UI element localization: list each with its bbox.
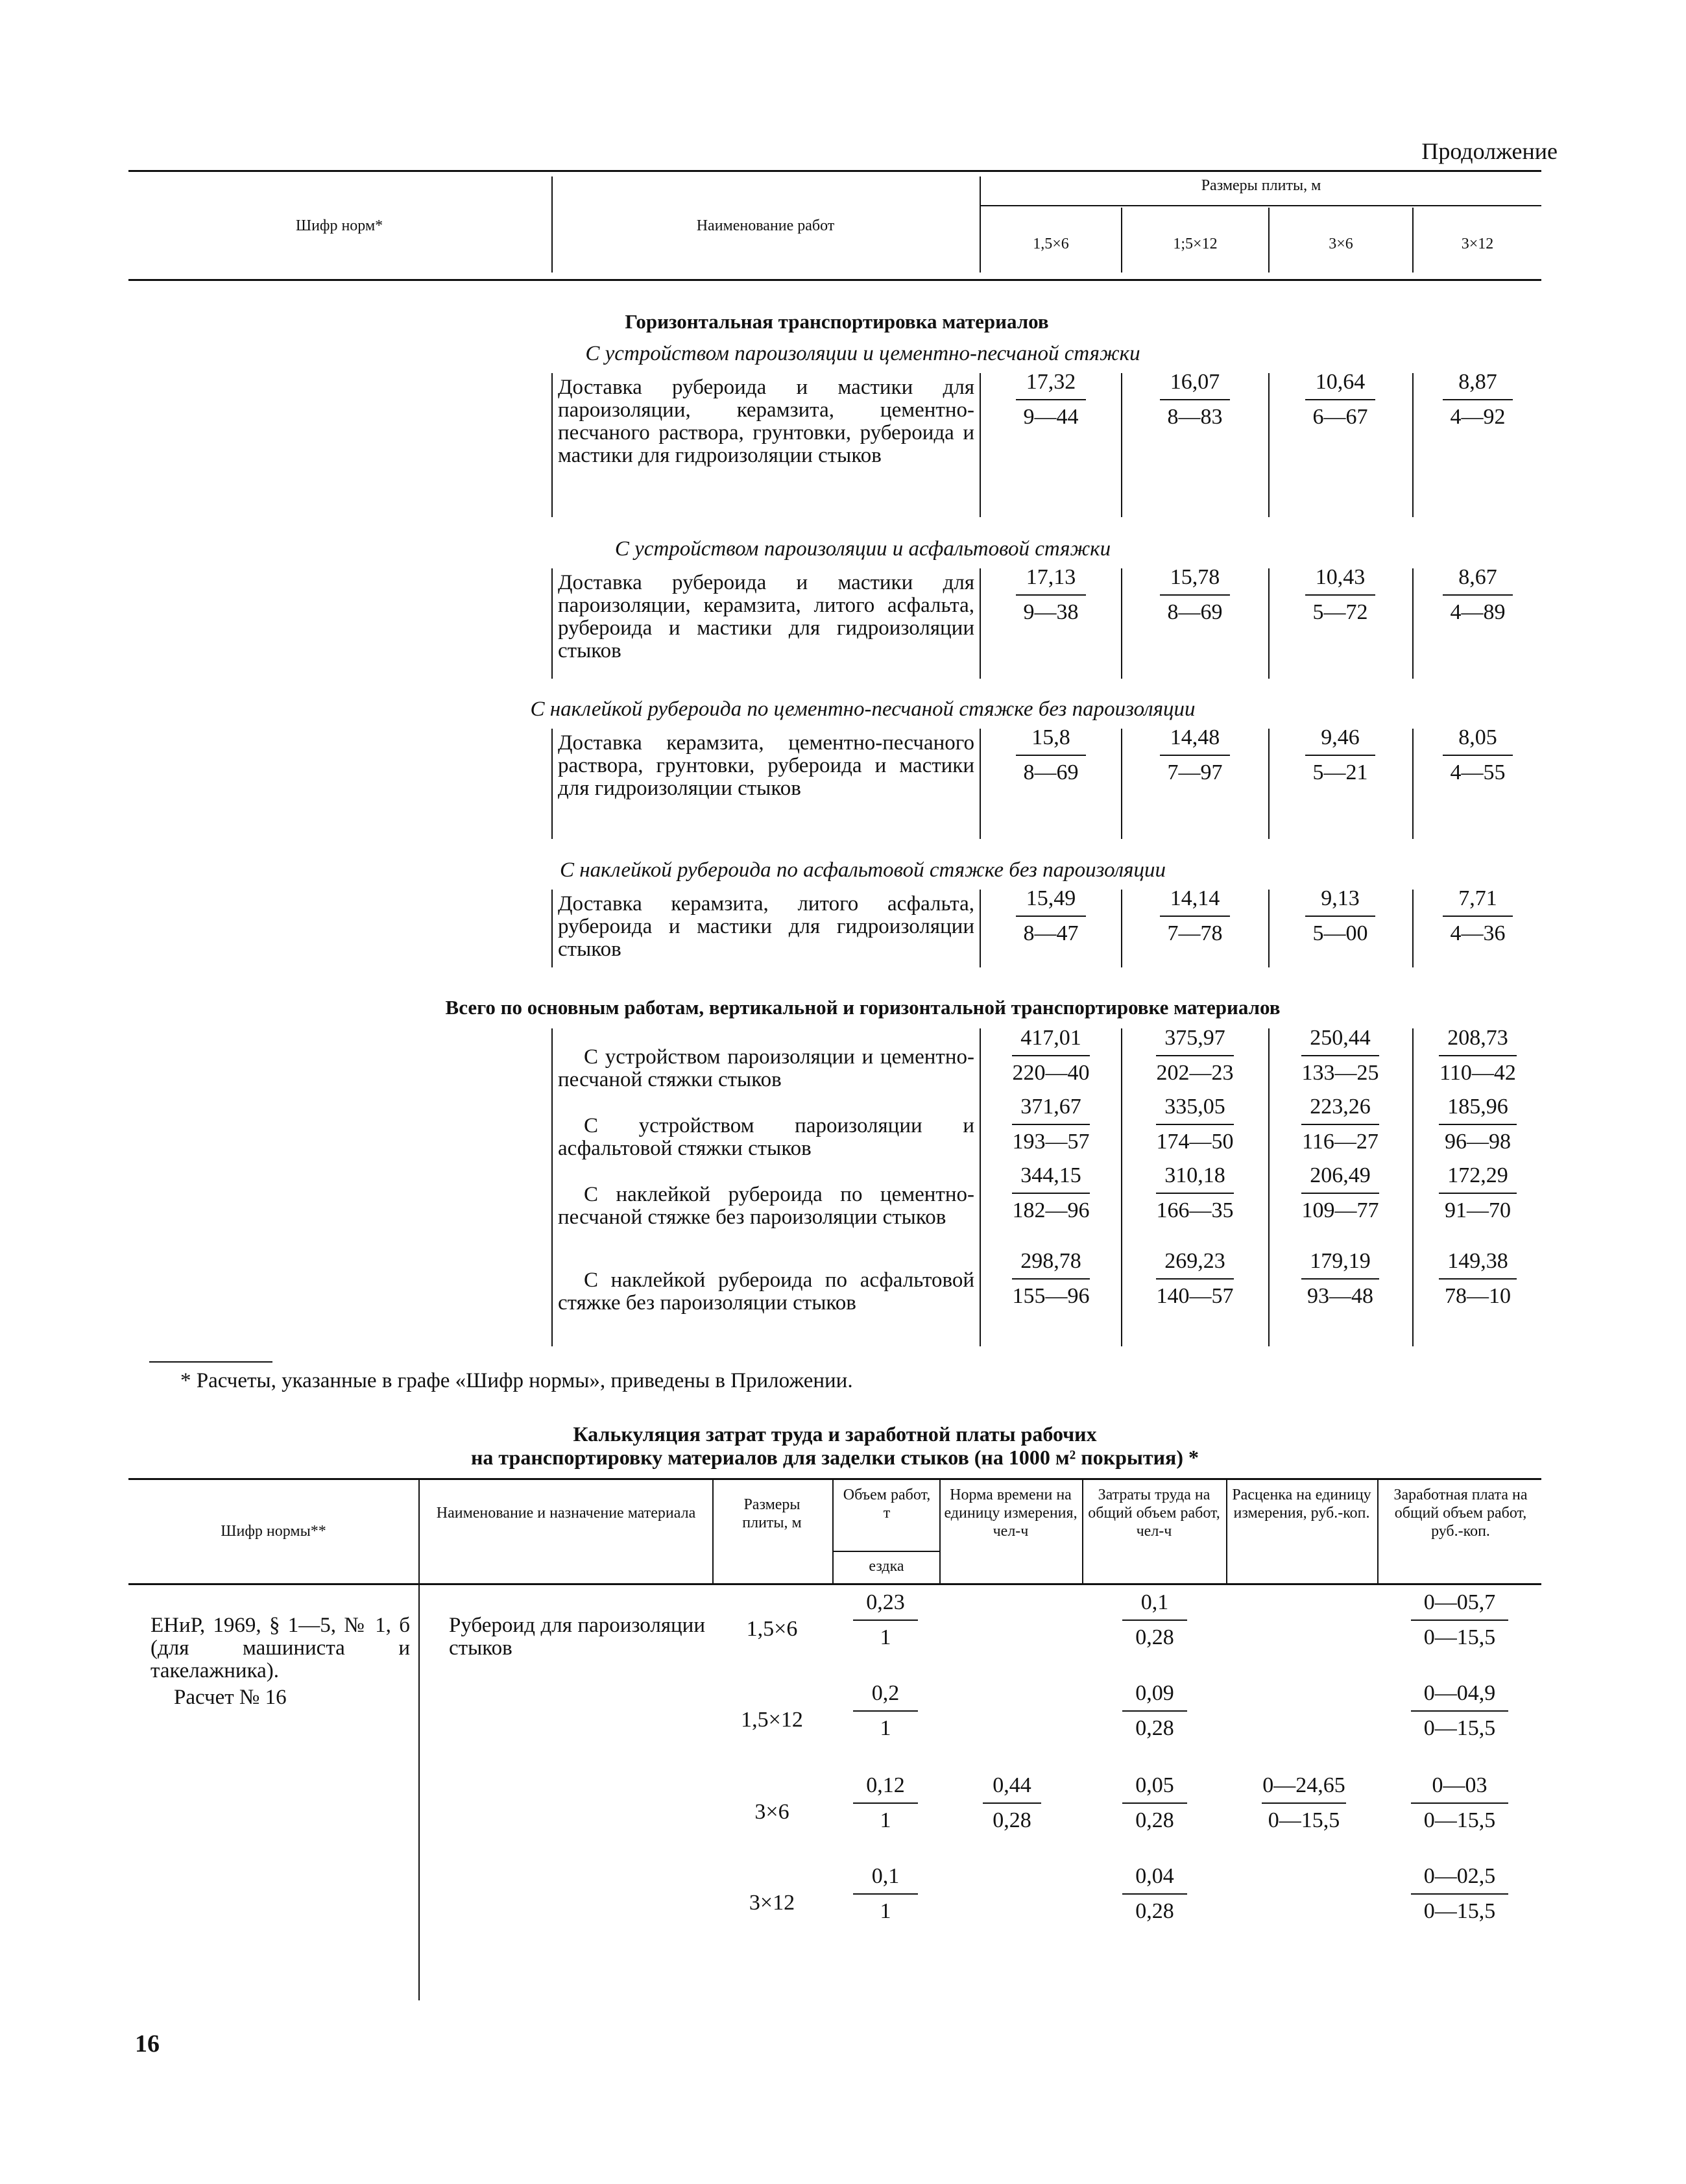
row-wage <box>1401 1680 1518 1741</box>
row-wage-numerator: 0—05,7 <box>1423 1590 1496 1614</box>
total-value-numerator: 179,19 <box>1310 1249 1371 1273</box>
group-value-denominator: 4—92 <box>1450 405 1506 429</box>
t2-header-size: Размеры плиты, м <box>742 1496 802 1531</box>
group-value <box>993 564 1109 625</box>
fraction-bar <box>1122 1893 1187 1895</box>
group-value-numerator: 10,64 <box>1315 370 1366 394</box>
fraction-bar <box>1160 594 1230 596</box>
row-labor-numerator: 0,09 <box>1135 1681 1174 1705</box>
group-value-denominator: 5—72 <box>1312 600 1368 624</box>
total-value-numerator: 375,97 <box>1164 1026 1225 1050</box>
group-value <box>993 886 1109 947</box>
row-volume-numerator: 0,1 <box>871 1864 900 1888</box>
group-value-denominator: 9—38 <box>1023 600 1079 624</box>
group-value-denominator: 8—47 <box>1023 921 1079 945</box>
fraction-bar <box>1411 1710 1508 1712</box>
fraction-bar <box>1439 1055 1517 1056</box>
group-value-numerator: 15,49 <box>1026 886 1076 910</box>
row-volume-numerator: 0,12 <box>866 1773 905 1797</box>
total-value-numerator: 417,01 <box>1020 1026 1081 1050</box>
total-value <box>1279 1248 1402 1309</box>
fraction-bar <box>1443 399 1513 400</box>
total-value <box>1133 1025 1257 1086</box>
row-wage-numerator: 0—03 <box>1432 1773 1487 1797</box>
t2-material: Рубероид для пароизоляции стыков <box>449 1614 705 1660</box>
total-value-numerator: 206,49 <box>1310 1163 1371 1187</box>
group-value-denominator: 6—67 <box>1312 405 1368 429</box>
total-value-numerator: 250,44 <box>1310 1026 1371 1050</box>
fraction-bar <box>1301 1278 1379 1280</box>
footnote: * Расчеты, указанные в графе «Шифр нормы», приведены в Приложении. <box>180 1369 853 1392</box>
group-value-numerator: 15,78 <box>1170 565 1220 589</box>
fraction-bar <box>983 1802 1041 1804</box>
total-value-numerator: 371,67 <box>1020 1095 1081 1119</box>
group-value-numerator: 10,43 <box>1315 565 1366 589</box>
fraction-bar <box>1443 755 1513 756</box>
total-value-denominator: 174—50 <box>1156 1130 1234 1154</box>
total-value <box>1279 1094 1402 1155</box>
fraction-bar <box>1411 1802 1508 1804</box>
t2-norm <box>967 1773 1057 1834</box>
table2-divider <box>712 1479 714 1583</box>
fraction-bar <box>1016 594 1086 596</box>
total-value-denominator: 193—57 <box>1012 1130 1090 1154</box>
total-value-denominator: 116—27 <box>1302 1130 1379 1154</box>
group-value-denominator: 5—21 <box>1312 760 1368 784</box>
group-value-numerator: 17,32 <box>1026 370 1076 394</box>
group-divider <box>980 373 981 517</box>
total-value <box>1416 1248 1539 1309</box>
total-value-denominator: 140—57 <box>1156 1284 1234 1308</box>
group-divider <box>1121 373 1122 517</box>
table2-top-rule <box>128 1478 1541 1480</box>
group-value-denominator: 5—00 <box>1312 921 1368 945</box>
fraction-bar <box>1262 1802 1346 1804</box>
fraction-bar <box>1122 1710 1187 1712</box>
total-value-numerator: 344,15 <box>1020 1163 1081 1187</box>
fraction-bar <box>1012 1193 1090 1194</box>
group-divider <box>980 890 981 967</box>
t2-header-labor: Затраты труда на общий объем работ, чел-ч <box>1088 1486 1220 1540</box>
group-value-numerator: 17,13 <box>1026 565 1076 589</box>
group-value <box>993 725 1109 786</box>
total-value-numerator: 269,23 <box>1164 1249 1225 1273</box>
page-number: 16 <box>135 2030 160 2057</box>
group-description: Доставка рубероида и мастики для пароизоляции, керамзита, цементно-песчаного раствора, грунтовки, рубероида и мастики для гидроизоляции стыков <box>558 376 974 467</box>
fraction-bar <box>1016 755 1086 756</box>
total-value <box>1133 1248 1257 1309</box>
header-size-4: 3×12 <box>1461 236 1494 252</box>
table2-title-line1: Калькуляция затрат труда и заработной платы рабочих <box>573 1422 1097 1446</box>
group-divider <box>1121 729 1122 839</box>
total-value-numerator: 149,38 <box>1447 1249 1508 1273</box>
total-value-denominator: 166—35 <box>1156 1198 1234 1222</box>
group-value-denominator: 4—36 <box>1450 921 1506 945</box>
t2-header-norm: Норма времени на единицу измерения, чел-ч <box>944 1486 1078 1540</box>
group-value-numerator: 16,07 <box>1170 370 1220 394</box>
total-value <box>1416 1163 1539 1224</box>
total-value <box>1416 1025 1539 1086</box>
totals-bracket <box>551 1028 553 1346</box>
t2-calc-ref: Расчет № 16 <box>174 1686 287 1709</box>
group-value-numerator: 7,71 <box>1458 886 1497 910</box>
table2-title-line2: на транспортировку материалов для заделки стыков (на 1000 м² покрытия) * <box>470 1446 1199 1469</box>
total-label: С наклейкой рубероида по цементно-песчаной стяжке без пароизоляции стыков <box>558 1183 974 1229</box>
group-value <box>1282 564 1399 625</box>
row-labor-denominator: 0,28 <box>1135 1716 1174 1740</box>
fraction-bar <box>1305 399 1375 400</box>
row-volume <box>843 1680 928 1741</box>
row-labor-denominator: 0,28 <box>1135 1808 1174 1832</box>
continuation-label: Продолжение <box>1421 138 1558 164</box>
t2-header-name: Наименование и назначение материала <box>436 1505 696 1522</box>
row-wage <box>1401 1773 1518 1834</box>
group-title: С наклейкой рубероида по асфальтовой стяжке без пароизоляции <box>559 858 1166 882</box>
header-sizes-caption: Размеры плиты, м <box>1201 177 1321 194</box>
group-value-numerator: 9,13 <box>1321 886 1360 910</box>
group-value-denominator: 8—83 <box>1167 405 1223 429</box>
total-value-denominator: 220—40 <box>1012 1061 1090 1085</box>
row-volume-denominator: 1 <box>880 1808 891 1832</box>
fraction-bar <box>853 1710 918 1712</box>
total-value-denominator: 96—98 <box>1445 1130 1511 1154</box>
group-title: С устройством пароизоляции и асфальтовой стяжки <box>614 537 1111 561</box>
total-value <box>989 1163 1113 1224</box>
fraction-bar <box>1411 1620 1508 1621</box>
row-wage-numerator: 0—02,5 <box>1423 1864 1496 1888</box>
t2-norm-base: 0,28 <box>993 1808 1031 1832</box>
table2-volume-rule <box>834 1551 939 1552</box>
total-value-denominator: 91—70 <box>1445 1198 1511 1222</box>
row-volume <box>843 1773 928 1834</box>
group-divider <box>980 729 981 839</box>
row-labor-numerator: 0,1 <box>1140 1590 1169 1614</box>
group-value <box>1282 369 1399 430</box>
group-value-denominator: 4—89 <box>1450 600 1506 624</box>
t2-rate-base: 0—15,5 <box>1268 1808 1340 1832</box>
fraction-bar <box>1160 755 1230 756</box>
total-value <box>1133 1163 1257 1224</box>
total-value-numerator: 172,29 <box>1447 1163 1508 1187</box>
group-value <box>1419 369 1536 430</box>
row-labor <box>1109 1680 1200 1741</box>
group-title: С наклейкой рубероида по цементно-песчаной стяжке без пароизоляции <box>530 698 1196 721</box>
t2-header-wage: Заработная плата на общий объем работ, руб.-коп. <box>1393 1486 1528 1540</box>
group-divider <box>1121 890 1122 967</box>
total-value-numerator: 208,73 <box>1447 1026 1508 1050</box>
totals-divider <box>980 1028 981 1346</box>
t2-norm-value: 0,44 <box>993 1773 1031 1797</box>
total-value <box>989 1025 1113 1086</box>
group-value-numerator: 14,14 <box>1170 886 1220 910</box>
total-label: С устройством пароизоляции и цементно-песчаной стяжки стыков <box>558 1045 974 1091</box>
totals-divider <box>1268 1028 1270 1346</box>
group-description: Доставка керамзита, цементно-песчаного раствора, грунтовки, рубероида и мастики для гидроизоляции стыков <box>558 731 974 800</box>
fraction-bar <box>1156 1055 1234 1056</box>
fraction-bar <box>1012 1124 1090 1125</box>
table2-divider <box>1082 1479 1083 1583</box>
group-bracket <box>551 568 553 679</box>
total-value-denominator: 78—10 <box>1445 1284 1511 1308</box>
row-size: 3×6 <box>754 1800 789 1824</box>
header-size-2: 1;5×12 <box>1173 236 1218 252</box>
fraction-bar <box>1160 916 1230 917</box>
row-wage-denominator: 0—15,5 <box>1423 1808 1496 1832</box>
group-divider <box>1268 890 1270 967</box>
table2-header-bottom-rule <box>128 1583 1541 1585</box>
total-value <box>989 1248 1113 1309</box>
group-divider <box>1412 568 1414 679</box>
table1-sizes-rule <box>981 205 1541 206</box>
fraction-bar <box>1012 1278 1090 1280</box>
group-value <box>1137 564 1253 625</box>
total-value <box>989 1094 1113 1155</box>
group-value-denominator: 4—55 <box>1450 760 1506 784</box>
total-value-numerator: 185,96 <box>1447 1095 1508 1119</box>
fraction-bar <box>1305 916 1375 917</box>
group-divider <box>1412 373 1414 517</box>
t2-header-volume: Объем работ, т <box>843 1486 931 1522</box>
group-description: Доставка рубероида и мастики для пароизоляции, керамзита, литого асфальта, рубероида и мастики для гидроизоляции стыков <box>558 571 974 662</box>
total-value-denominator: 109—77 <box>1301 1198 1379 1222</box>
row-size: 3×12 <box>749 1891 795 1915</box>
total-value-denominator: 133—25 <box>1301 1061 1379 1085</box>
group-value-numerator: 8,67 <box>1458 565 1497 589</box>
row-wage <box>1401 1590 1518 1651</box>
group-value-denominator: 8—69 <box>1167 600 1223 624</box>
fraction-bar <box>1443 916 1513 917</box>
row-volume <box>843 1863 928 1924</box>
group-value-numerator: 9,46 <box>1321 725 1360 749</box>
header-code: Шифр норм* <box>295 217 383 234</box>
fraction-bar <box>1156 1124 1234 1125</box>
group-divider <box>1268 373 1270 517</box>
fraction-bar <box>1443 594 1513 596</box>
group-value <box>1419 725 1536 786</box>
fraction-bar <box>1016 399 1086 400</box>
fraction-bar <box>1301 1193 1379 1194</box>
total-value <box>1416 1094 1539 1155</box>
fraction-bar <box>1439 1124 1517 1125</box>
row-volume-denominator: 1 <box>880 1716 891 1740</box>
totals-divider <box>1412 1028 1414 1346</box>
total-value-numerator: 310,18 <box>1164 1163 1225 1187</box>
group-value-denominator: 7—97 <box>1167 760 1223 784</box>
fraction-bar <box>1156 1278 1234 1280</box>
fraction-bar <box>1301 1124 1379 1125</box>
group-value <box>1282 886 1399 947</box>
header-size-1: 1,5×6 <box>1033 236 1069 252</box>
row-wage-denominator: 0—15,5 <box>1423 1899 1496 1923</box>
row-volume-denominator: 1 <box>880 1625 891 1649</box>
t2-header-rate: Расценка на единицу измерения, руб.-коп. <box>1232 1486 1371 1522</box>
group-value <box>1282 725 1399 786</box>
total-value-numerator: 298,78 <box>1020 1249 1081 1273</box>
row-volume-numerator: 0,23 <box>866 1590 905 1614</box>
total-value-denominator: 182—96 <box>1012 1198 1090 1222</box>
group-divider <box>1268 568 1270 679</box>
group-bracket <box>551 890 553 967</box>
fraction-bar <box>1439 1278 1517 1280</box>
t2-rate-value: 0—24,65 <box>1262 1773 1345 1797</box>
total-value-numerator: 223,26 <box>1310 1095 1371 1119</box>
row-labor <box>1109 1773 1200 1834</box>
fraction-bar <box>853 1893 918 1895</box>
row-wage-numerator: 0—04,9 <box>1423 1681 1496 1705</box>
row-volume-numerator: 0,2 <box>871 1681 900 1705</box>
total-value-numerator: 335,05 <box>1164 1095 1225 1119</box>
group-value-denominator: 8—69 <box>1023 760 1079 784</box>
fraction-bar <box>1439 1193 1517 1194</box>
footnote-rule <box>149 1361 272 1363</box>
group-value <box>993 369 1109 430</box>
group-description: Доставка керамзита, литого асфальта, рубероида и мастики для гидроизоляции стыков <box>558 892 974 961</box>
group-value <box>1137 886 1253 947</box>
total-value <box>1279 1163 1402 1224</box>
totals-divider <box>1121 1028 1122 1346</box>
t2-header-code: Шифр нормы** <box>221 1523 326 1540</box>
table1-header-bottom-rule <box>128 279 1541 281</box>
group-value-denominator: 7—78 <box>1167 921 1223 945</box>
t2-code-text: ЕНиР, 1969, § 1—5, № 1, б (для машиниста и такелажника). <box>151 1614 410 1682</box>
group-value-denominator: 9—44 <box>1023 405 1079 429</box>
section-title: Горизонтальная транспортировка материалов <box>625 310 1049 333</box>
row-wage <box>1401 1863 1518 1924</box>
group-divider <box>1121 568 1122 679</box>
group-value-numerator: 14,48 <box>1170 725 1220 749</box>
fraction-bar <box>1305 594 1375 596</box>
total-value-denominator: 110—42 <box>1439 1061 1516 1085</box>
row-volume <box>843 1590 928 1651</box>
t2-rate <box>1242 1773 1366 1834</box>
total-title: Всего по основным работам, вертикальной и горизонтальной транспортировке материалов <box>445 996 1281 1019</box>
total-value-denominator: 202—23 <box>1156 1061 1234 1085</box>
fraction-bar <box>853 1802 918 1804</box>
group-bracket <box>551 373 553 517</box>
row-wage-denominator: 0—15,5 <box>1423 1716 1496 1740</box>
group-divider <box>980 568 981 679</box>
table2-divider <box>1377 1479 1379 1583</box>
group-value <box>1419 886 1536 947</box>
group-value-numerator: 15,8 <box>1031 725 1070 749</box>
fraction-bar <box>1160 399 1230 400</box>
group-divider <box>1412 890 1414 967</box>
fraction-bar <box>1012 1055 1090 1056</box>
header-name: Наименование работ <box>696 217 835 234</box>
fraction-bar <box>1122 1620 1187 1621</box>
table2-divider <box>1226 1479 1227 1583</box>
total-value-denominator: 155—96 <box>1012 1284 1090 1308</box>
fraction-bar <box>1122 1802 1187 1804</box>
row-labor-numerator: 0,05 <box>1135 1773 1174 1797</box>
table2-divider <box>418 1479 420 2000</box>
row-labor-numerator: 0,04 <box>1135 1864 1174 1888</box>
group-title: С устройством пароизоляции и цементно-песчаной стяжки <box>585 342 1140 365</box>
group-bracket <box>551 729 553 839</box>
group-value-numerator: 8,05 <box>1458 725 1497 749</box>
group-divider <box>1412 729 1414 839</box>
total-label: С устройством пароизоляции и асфальтовой стяжки стыков <box>558 1114 974 1160</box>
group-value <box>1419 564 1536 625</box>
table1-top-rule <box>128 170 1541 172</box>
fraction-bar <box>1411 1893 1508 1895</box>
row-labor <box>1109 1863 1200 1924</box>
group-value <box>1137 725 1253 786</box>
row-labor-denominator: 0,28 <box>1135 1899 1174 1923</box>
header-size-3: 3×6 <box>1329 236 1353 252</box>
t2-header-volume-unit: ездка <box>869 1558 904 1575</box>
row-labor-denominator: 0,28 <box>1135 1625 1174 1649</box>
group-value-numerator: 8,87 <box>1458 370 1497 394</box>
fraction-bar <box>1305 755 1375 756</box>
total-value <box>1279 1025 1402 1086</box>
row-labor <box>1109 1590 1200 1651</box>
row-size: 1,5×12 <box>741 1708 803 1732</box>
total-value <box>1133 1094 1257 1155</box>
total-value-denominator: 93—48 <box>1307 1284 1373 1308</box>
group-divider <box>1268 729 1270 839</box>
fraction-bar <box>1301 1055 1379 1056</box>
row-volume-denominator: 1 <box>880 1899 891 1923</box>
table2-divider <box>939 1479 941 1583</box>
fraction-bar <box>853 1620 918 1621</box>
row-size: 1,5×6 <box>746 1617 798 1641</box>
group-value <box>1137 369 1253 430</box>
row-wage-denominator: 0—15,5 <box>1423 1625 1496 1649</box>
total-label: С наклейкой рубероида по асфальтовой стяжке без пароизоляции стыков <box>558 1268 974 1315</box>
fraction-bar <box>1016 916 1086 917</box>
fraction-bar <box>1156 1193 1234 1194</box>
